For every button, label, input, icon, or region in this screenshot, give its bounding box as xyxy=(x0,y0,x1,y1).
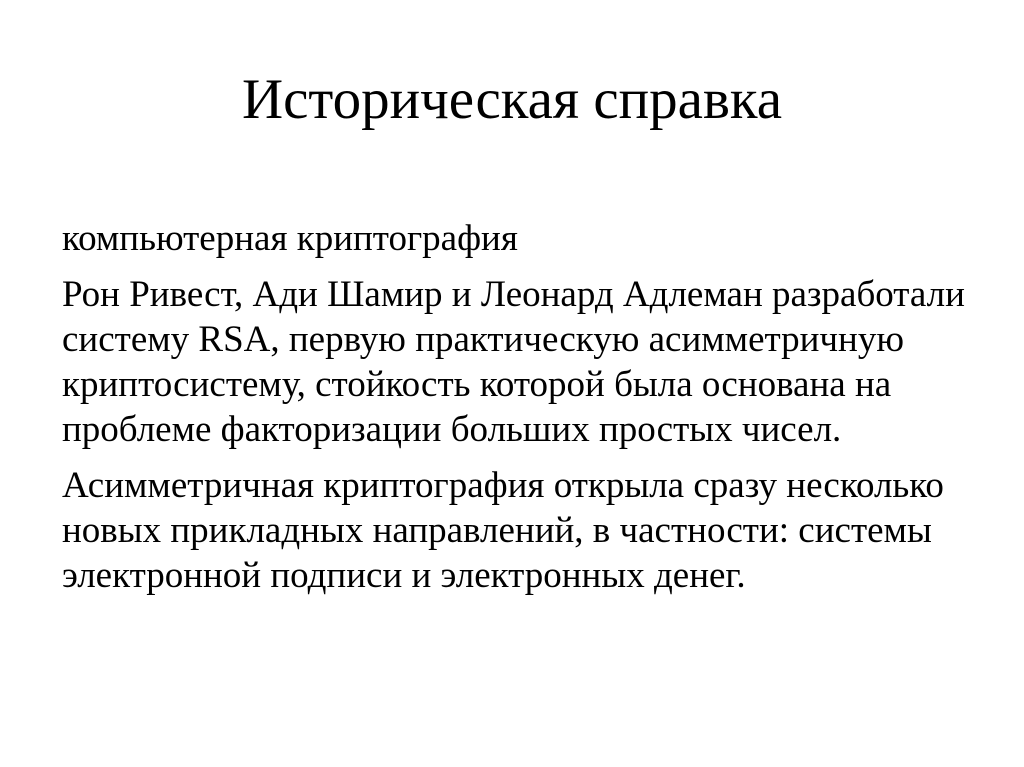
paragraph-computer-cryptography: компьютерная криптография xyxy=(62,218,518,259)
slide-body xyxy=(62,216,992,609)
paragraph-asymmetric-applications: Асимметричная криптография открыла сразу несколько новых прикладных направлений, в частности: системы электронной подписи и электронных денег. xyxy=(62,465,944,596)
paragraph-rsa-history: Рон Ривест, Ади Шамир и Леонард Адлеман разработали систему RSA, первую практическую асимметричную криптосистему, стойкость которой была основана на проблеме факторизации больших простых чисел. xyxy=(62,274,965,450)
slide-title: Историческая справка xyxy=(241,68,783,131)
